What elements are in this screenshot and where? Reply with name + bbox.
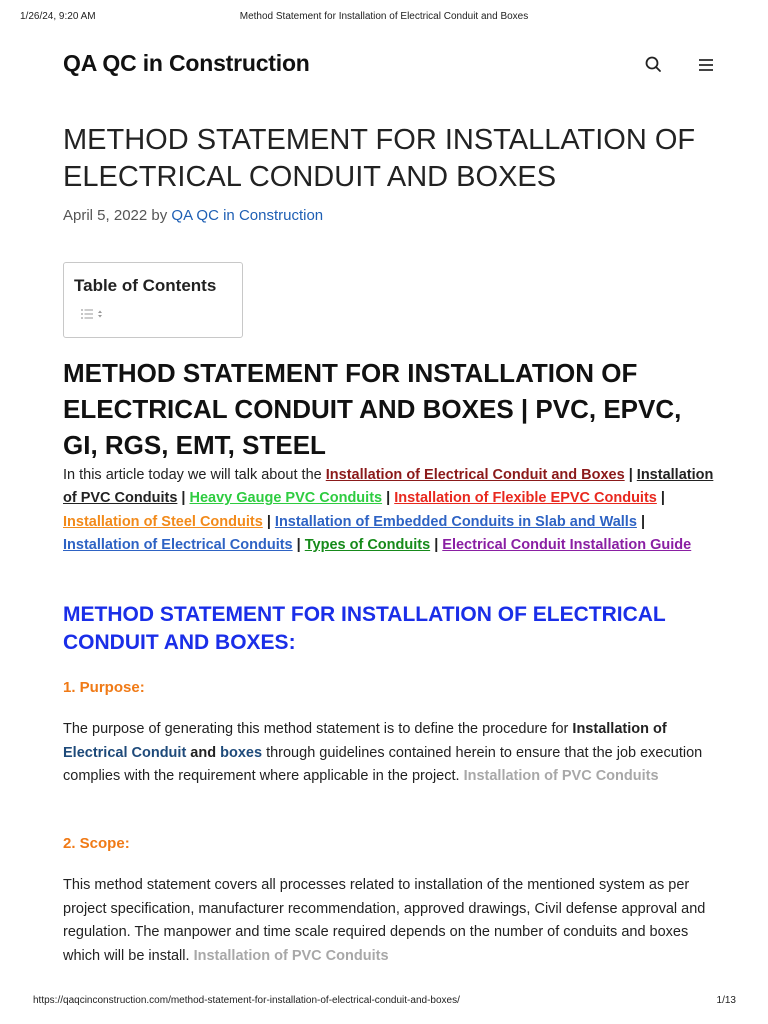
search-icon[interactable]	[643, 54, 665, 76]
link-separator: |	[386, 490, 391, 507]
purpose-paragraph	[63, 718, 708, 789]
link-types-of-conduits[interactable]: Types of Conduits	[304, 536, 431, 553]
print-url: https://qaqcinconstruction.com/method-statement-for-installation-of-electrical-conduit-and-boxes/	[33, 995, 460, 1006]
link-installation-flexible-epvc-conduits[interactable]: Installation of Flexible EPVC Conduits	[394, 490, 657, 507]
list-toggle-icon[interactable]	[80, 307, 106, 321]
link-separator: |	[266, 513, 271, 530]
print-document-title: Method Statement for Installation of Electrical Conduit and Boxes	[239, 11, 529, 22]
link-separator: |	[628, 467, 633, 483]
hamburger-menu-icon[interactable]	[695, 54, 717, 76]
scope-heading: 2. Scope:	[63, 835, 130, 852]
site-header	[63, 46, 723, 86]
section-heading: METHOD STATEMENT FOR INSTALLATION OF ELECTRICAL CONDUIT AND BOXES:	[63, 603, 666, 654]
link-installation-embedded-conduits[interactable]: Installation of Embedded Conduits in Slab and Walls	[274, 513, 637, 530]
purpose-bold-1: Installation of	[572, 721, 667, 737]
page-number: 1/13	[716, 995, 736, 1006]
boxes-link[interactable]: boxes	[220, 744, 263, 761]
site-title-link[interactable]: QA QC in Construction	[63, 50, 310, 76]
scope-text: This method statement covers all processes related to installation of the mentioned system as per project specification, manufacturer recommendation, approved drawings, Civil defense approval and regulation. The manpower and time scale required depends on the number of conduits and boxes which will be install.	[63, 877, 706, 964]
link-installation-pvc-conduits[interactable]: Installation of PVC Conduits	[63, 467, 714, 507]
link-electrical-conduit-installation-guide[interactable]: Electrical Conduit Installation Guide	[442, 536, 692, 553]
byline	[63, 207, 323, 224]
link-installation-electrical-conduit-boxes[interactable]: Installation of Electrical Conduit and Boxes	[325, 467, 625, 483]
table-of-contents	[63, 262, 243, 338]
intro-paragraph	[63, 464, 723, 557]
main-heading: METHOD STATEMENT FOR INSTALLATION OF ELECTRICAL CONDUIT AND BOXES | PVC, EPVC, GI, RGS, EMT, STEEL	[63, 358, 682, 460]
electrical-conduit-link[interactable]: Electrical Conduit	[63, 744, 187, 761]
link-separator: |	[434, 536, 439, 553]
link-separator: |	[296, 536, 301, 553]
print-timestamp: 1/26/24, 9:20 AM	[20, 11, 96, 22]
post-date: April 5, 2022	[63, 207, 148, 224]
post-title: METHOD STATEMENT FOR INSTALLATION OF ELECTRICAL CONDUIT AND BOXES	[63, 124, 696, 193]
toc-title: Table of Contents	[74, 276, 217, 295]
link-installation-steel-conduits[interactable]: Installation of Steel Conduits	[63, 513, 263, 530]
author-link[interactable]: QA QC in Construction	[171, 207, 324, 224]
link-separator: |	[181, 490, 186, 507]
purpose-text-2: through guidelines contained herein to ensure that the job execution complies with the requirement where applicable in the project.	[63, 744, 703, 784]
link-separator: |	[660, 490, 665, 507]
link-installation-electrical-conduits[interactable]: Installation of Electrical Conduits	[63, 536, 293, 553]
link-heavy-gauge-pvc-conduits[interactable]: Heavy Gauge PVC Conduits	[189, 490, 383, 507]
installation-pvc-conduits-link[interactable]: Installation of PVC Conduits	[463, 768, 659, 784]
scope-paragraph	[63, 874, 708, 968]
print-footer	[0, 990, 768, 1010]
purpose-bold-2: and	[186, 744, 221, 761]
purpose-text-1: The purpose of generating this method statement is to define the procedure for	[63, 721, 573, 737]
print-header	[0, 0, 768, 24]
intro-lead: In this article today we will talk about the	[63, 467, 326, 483]
link-separator: |	[640, 513, 645, 530]
installation-pvc-conduits-link[interactable]: Installation of PVC Conduits	[193, 947, 389, 964]
purpose-heading: 1. Purpose:	[63, 679, 145, 696]
byline-by: by	[151, 207, 168, 224]
